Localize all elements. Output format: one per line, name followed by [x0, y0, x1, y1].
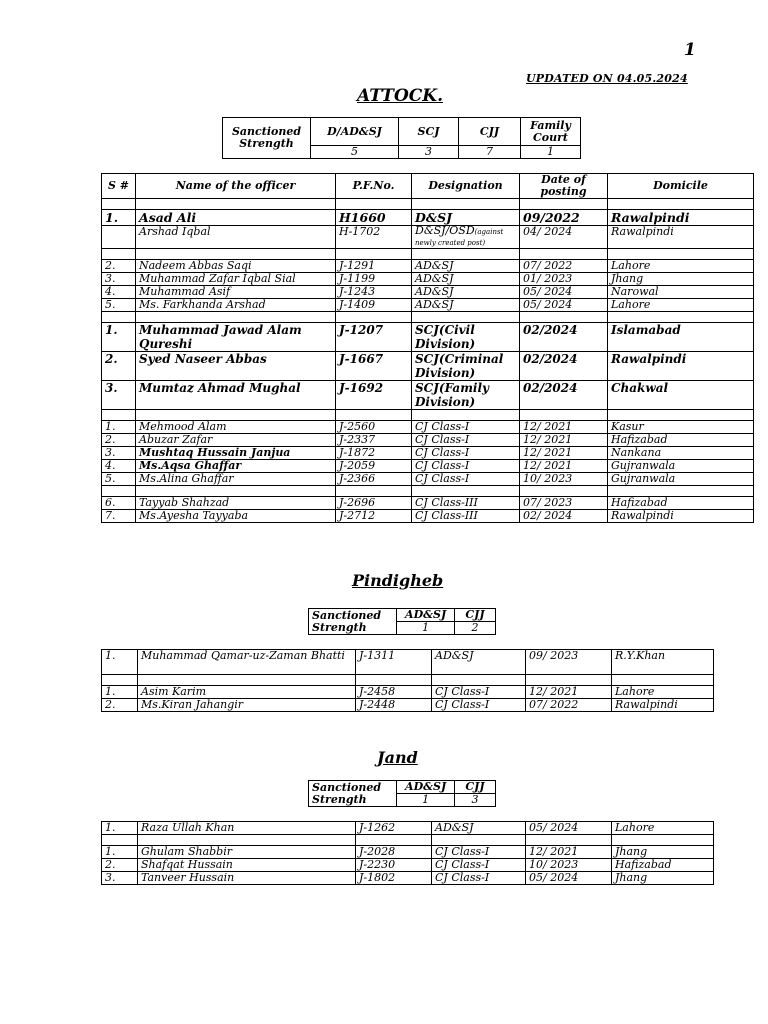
- designation-cell: SCJ(Criminal Division): [412, 352, 520, 381]
- domicile-cell: Islamabad: [608, 323, 754, 352]
- table-row: [102, 434, 754, 447]
- pf-cell: J-1243: [336, 286, 412, 299]
- sn-cell: 6.: [102, 497, 136, 510]
- updated-date: UPDATED ON 04.05.2024: [526, 72, 688, 85]
- name-cell: Muhammad Jawad Alam Qureshi: [136, 323, 336, 352]
- sn-cell: 3.: [102, 872, 138, 885]
- date-cell: 07/ 2022: [526, 699, 612, 712]
- name-cell: Syed Naseer Abbas: [136, 352, 336, 381]
- date-cell: 12/ 2021: [520, 460, 608, 473]
- domicile-cell: Lahore: [608, 260, 754, 273]
- name-cell: Muhammad Asif: [136, 286, 336, 299]
- table-row: [102, 650, 714, 675]
- col-header: Name of the officer: [136, 174, 336, 199]
- designation-cell: SCJ(Civil Division): [412, 323, 520, 352]
- sanctioned-value: 1: [397, 794, 455, 807]
- pf-cell: J-1262: [356, 822, 432, 835]
- domicile-cell: Hafizabad: [608, 434, 754, 447]
- pf-cell: J-2560: [336, 421, 412, 434]
- table-row: [102, 872, 714, 885]
- sanctioned-header: CJJ: [459, 118, 521, 146]
- table-row: [102, 846, 714, 859]
- date-cell: 05/ 2024: [526, 872, 612, 885]
- designation-cell: D&SJ: [412, 210, 520, 226]
- domicile-cell: Hafizabad: [612, 859, 714, 872]
- designation-cell: AD&SJ: [432, 650, 526, 675]
- pindigheb-sanctioned-table: [308, 608, 496, 635]
- pf-cell: J-2448: [356, 699, 432, 712]
- designation-cell: CJ Class-I: [412, 447, 520, 460]
- sanctioned-label: Sanctioned Strength: [309, 609, 397, 635]
- designation-cell: SCJ(Family Division): [412, 381, 520, 410]
- domicile-cell: Narowal: [608, 286, 754, 299]
- date-cell: 10/ 2023: [526, 859, 612, 872]
- designation-cell: CJ Class-I: [412, 434, 520, 447]
- designation-cell: AD&SJ: [412, 273, 520, 286]
- domicile-cell: Rawalpindi: [608, 226, 754, 249]
- domicile-cell: Lahore: [612, 822, 714, 835]
- domicile-cell: Gujranwala: [608, 460, 754, 473]
- name-cell: Mushtaq Hussain Janjua: [136, 447, 336, 460]
- designation-cell: CJ Class-I: [432, 859, 526, 872]
- table-row: [102, 510, 754, 523]
- pf-cell: J-1291: [336, 260, 412, 273]
- sn-cell: 4.: [102, 286, 136, 299]
- pf-cell: J-2028: [356, 846, 432, 859]
- jand-title: Jand: [377, 748, 418, 767]
- name-cell: Ms.Kiran Jahangir: [138, 699, 356, 712]
- name-cell: Abuzar Zafar: [136, 434, 336, 447]
- date-cell: 02/2024: [520, 323, 608, 352]
- pf-cell: J-2696: [336, 497, 412, 510]
- spacer-row: [102, 199, 754, 210]
- table-row: [102, 686, 714, 699]
- sn-cell: [102, 226, 136, 249]
- domicile-cell: Rawalpindi: [608, 210, 754, 226]
- table-row: [102, 447, 754, 460]
- sanctioned-header: Family Court: [521, 118, 581, 146]
- pf-cell: J-1667: [336, 352, 412, 381]
- pf-cell: J-2458: [356, 686, 432, 699]
- jand-sanctioned-table: [308, 780, 496, 807]
- table-row: [102, 210, 754, 226]
- date-cell: 01/ 2023: [520, 273, 608, 286]
- sanctioned-value: 1: [397, 622, 455, 635]
- date-cell: 09/ 2023: [526, 650, 612, 675]
- designation-cell: AD&SJ: [412, 299, 520, 312]
- name-cell: Muhammad Zafar Iqbal Sial: [136, 273, 336, 286]
- sanctioned-value: 3: [399, 146, 459, 159]
- pf-cell: H1660: [336, 210, 412, 226]
- domicile-cell: Jhang: [612, 846, 714, 859]
- sanctioned-value: 5: [311, 146, 399, 159]
- date-cell: 07/ 2022: [520, 260, 608, 273]
- spacer-row: [102, 312, 754, 323]
- table-row: [102, 460, 754, 473]
- designation-cell: CJ Class-I: [432, 846, 526, 859]
- name-cell: Ms.Ayesha Tayyaba: [136, 510, 336, 523]
- name-cell: Shafqat Hussain: [138, 859, 356, 872]
- name-cell: Ghulam Shabbir: [138, 846, 356, 859]
- date-cell: 02/2024: [520, 381, 608, 410]
- sn-cell: 4.: [102, 460, 136, 473]
- designation-cell: CJ Class-I: [412, 473, 520, 486]
- sn-cell: 1.: [102, 686, 138, 699]
- pf-cell: J-1872: [336, 447, 412, 460]
- attock-officers-table: [101, 173, 754, 523]
- pf-cell: J-1802: [356, 872, 432, 885]
- sn-cell: 3.: [102, 381, 136, 410]
- pf-cell: J-2712: [336, 510, 412, 523]
- sn-cell: 2.: [102, 434, 136, 447]
- pf-cell: J-1199: [336, 273, 412, 286]
- sanctioned-value: 2: [454, 622, 495, 635]
- sn-cell: 1.: [102, 650, 138, 675]
- date-cell: 07/ 2023: [520, 497, 608, 510]
- col-header: P.F.No.: [336, 174, 412, 199]
- pf-cell: J-1409: [336, 299, 412, 312]
- pf-cell: J-2059: [336, 460, 412, 473]
- date-cell: 05/ 2024: [520, 286, 608, 299]
- pf-cell: J-1207: [336, 323, 412, 352]
- domicile-cell: Rawalpindi: [608, 510, 754, 523]
- sn-cell: 2.: [102, 699, 138, 712]
- designation-note: (against newly created post): [415, 228, 504, 247]
- spacer-row: [102, 835, 714, 846]
- spacer-row: [102, 249, 754, 260]
- date-cell: 05/ 2024: [520, 299, 608, 312]
- col-header: S #: [102, 174, 136, 199]
- name-cell: Mumtaz Ahmad Mughal: [136, 381, 336, 410]
- designation-cell: CJ Class-I: [412, 460, 520, 473]
- domicile-cell: R.Y.Khan: [612, 650, 714, 675]
- sn-cell: 1.: [102, 846, 138, 859]
- date-cell: 02/ 2024: [520, 510, 608, 523]
- table-row: [102, 260, 754, 273]
- table-row: [102, 352, 754, 381]
- domicile-cell: Lahore: [608, 299, 754, 312]
- domicile-cell: Kasur: [608, 421, 754, 434]
- sanctioned-value: 7: [459, 146, 521, 159]
- sanctioned-label: Sanctioned Strength: [223, 118, 311, 159]
- table-row: [102, 381, 754, 410]
- date-cell: 09/2022: [520, 210, 608, 226]
- col-header: Date of posting: [520, 174, 608, 199]
- name-cell: Ms.Alina Ghaffar: [136, 473, 336, 486]
- domicile-cell: Chakwal: [608, 381, 754, 410]
- table-row: [102, 226, 754, 249]
- sn-cell: 2.: [102, 260, 136, 273]
- date-cell: 12/ 2021: [526, 686, 612, 699]
- date-cell: 05/ 2024: [526, 822, 612, 835]
- sn-cell: 2.: [102, 859, 138, 872]
- pf-cell: J-2230: [356, 859, 432, 872]
- table-row: [102, 286, 754, 299]
- date-cell: 02/2024: [520, 352, 608, 381]
- date-cell: 12/ 2021: [520, 447, 608, 460]
- name-cell: Ms. Farkhanda Arshad: [136, 299, 336, 312]
- name-cell: Nadeem Abbas Saqi: [136, 260, 336, 273]
- name-cell: Ms.Aqsa Ghaffar: [136, 460, 336, 473]
- domicile-cell: Gujranwala: [608, 473, 754, 486]
- spacer-row: [102, 486, 754, 497]
- sn-cell: 5.: [102, 473, 136, 486]
- sn-cell: 3.: [102, 273, 136, 286]
- designation-cell: [412, 226, 520, 249]
- designation-cell: CJ Class-III: [412, 497, 520, 510]
- table-row: [102, 473, 754, 486]
- sanctioned-header: AD&SJ: [397, 609, 455, 622]
- table-row: [102, 497, 754, 510]
- sn-cell: 1.: [102, 421, 136, 434]
- sanctioned-header: CJJ: [454, 781, 495, 794]
- sn-cell: 3.: [102, 447, 136, 460]
- sanctioned-header: SCJ: [399, 118, 459, 146]
- name-cell: Tayyab Shahzad: [136, 497, 336, 510]
- spacer-row: [102, 410, 754, 421]
- name-cell: Asim Karim: [138, 686, 356, 699]
- sanctioned-header: D/AD&SJ: [311, 118, 399, 146]
- table-row: [102, 299, 754, 312]
- sn-cell: 1.: [102, 210, 136, 226]
- name-cell: Arshad Iqbal: [136, 226, 336, 249]
- designation-cell: CJ Class-I: [432, 686, 526, 699]
- table-row: [102, 822, 714, 835]
- date-cell: 12/ 2021: [520, 421, 608, 434]
- designation-cell: AD&SJ: [432, 822, 526, 835]
- name-cell: Mehmood Alam: [136, 421, 336, 434]
- table-row: [102, 273, 754, 286]
- domicile-cell: Rawalpindi: [612, 699, 714, 712]
- domicile-cell: Lahore: [612, 686, 714, 699]
- date-cell: 12/ 2021: [520, 434, 608, 447]
- domicile-cell: Jhang: [612, 872, 714, 885]
- pindigheb-officers-table: [101, 649, 714, 712]
- pf-cell: H-1702: [336, 226, 412, 249]
- designation-cell: CJ Class-I: [412, 421, 520, 434]
- date-cell: 04/ 2024: [520, 226, 608, 249]
- sanctioned-label: Sanctioned Strength: [309, 781, 397, 807]
- sanctioned-header: CJJ: [454, 609, 495, 622]
- designation-cell: CJ Class-I: [432, 699, 526, 712]
- domicile-cell: Rawalpindi: [608, 352, 754, 381]
- date-cell: 10/ 2023: [520, 473, 608, 486]
- table-row: [102, 421, 754, 434]
- designation-text: D&SJ/OSD: [415, 225, 475, 237]
- pf-cell: J-1311: [356, 650, 432, 675]
- name-cell: Raza Ullah Khan: [138, 822, 356, 835]
- domicile-cell: Nankana: [608, 447, 754, 460]
- name-cell: Muhammad Qamar-uz-Zaman Bhatti: [138, 650, 356, 675]
- sn-cell: 7.: [102, 510, 136, 523]
- name-cell: Asad Ali: [136, 210, 336, 226]
- designation-cell: CJ Class-I: [432, 872, 526, 885]
- table-row: [102, 859, 714, 872]
- sanctioned-value: 3: [454, 794, 495, 807]
- pf-cell: J-1692: [336, 381, 412, 410]
- sanctioned-header: AD&SJ: [397, 781, 455, 794]
- sn-cell: 1.: [102, 822, 138, 835]
- designation-cell: CJ Class-III: [412, 510, 520, 523]
- designation-cell: AD&SJ: [412, 260, 520, 273]
- attock-sanctioned-table: [222, 117, 581, 159]
- attock-title: ATTOCK.: [357, 86, 443, 106]
- sn-cell: 5.: [102, 299, 136, 312]
- col-header: Domicile: [608, 174, 754, 199]
- jand-officers-table: [101, 821, 714, 885]
- col-header: Designation: [412, 174, 520, 199]
- sn-cell: 1.: [102, 323, 136, 352]
- pf-cell: J-2366: [336, 473, 412, 486]
- spacer-row: [102, 675, 714, 686]
- sn-cell: 2.: [102, 352, 136, 381]
- pf-cell: J-2337: [336, 434, 412, 447]
- domicile-cell: Jhang: [608, 273, 754, 286]
- pindigheb-title: Pindigheb: [352, 571, 444, 590]
- table-row: [102, 323, 754, 352]
- name-cell: Tanveer Hussain: [138, 872, 356, 885]
- page-number: 1: [684, 40, 696, 60]
- sanctioned-value: 1: [521, 146, 581, 159]
- table-row: [102, 699, 714, 712]
- designation-cell: AD&SJ: [412, 286, 520, 299]
- domicile-cell: Hafizabad: [608, 497, 754, 510]
- date-cell: 12/ 2021: [526, 846, 612, 859]
